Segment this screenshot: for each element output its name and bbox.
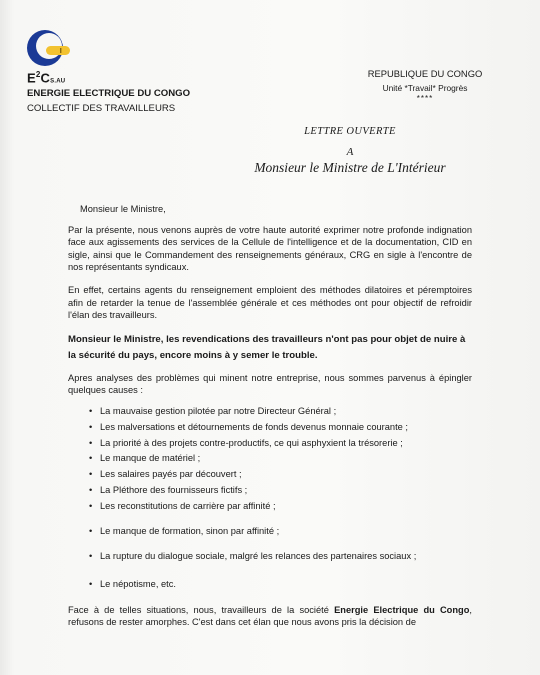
paragraph-4: Apres analyses des problèmes qui minent notre entreprise, nous sommes parvenus à épingler quelques causes : xyxy=(68,372,472,396)
letter-body xyxy=(68,203,472,629)
list-item: • Les salaires payés par découvert ; xyxy=(68,468,472,484)
paragraph-1: Par la présente, nous venons auprès de votre haute autorité exprimer notre profonde indignation face aux agissements des services de la Cellule de l'intelligence et de la documentation, CID en sigle, ainsi que le Commandement des renseignements généraux, CRG en sigle à l'encontre de nos représentants syndicaux. xyxy=(68,224,472,273)
list-item: • Les malversations et détournements de fonds devenus monnaie courante ; xyxy=(68,421,472,437)
salutation: Monsieur le Ministre, xyxy=(80,204,166,214)
paragraph-3: Monsieur le Ministre, les revendications des travailleurs n'ont pas pour objet de nuire à la sécurité du pays, encore moins à y semer le trouble. xyxy=(68,333,466,361)
list-item: • Le népotisme, etc. xyxy=(68,578,472,594)
paragraph-5-end: , refusons de rester amorphes. C'est dans cet élan que nous avons pris la décision de xyxy=(68,604,472,628)
list-item: • La mauvaise gestion pilotée par notre Directeur Général ; xyxy=(68,405,472,421)
collective-name: COLLECTIF DES TRAVAILLEURS xyxy=(27,103,176,114)
causes-list xyxy=(68,405,472,594)
republic-motto: Unité *Travail* Progrès xyxy=(382,83,468,93)
list-item: • La Pléthore des fournisseurs fictifs ; xyxy=(68,484,472,500)
e2c-logo-icon xyxy=(26,28,72,68)
paragraph-2: En effet, certains agents du renseignement emploient des méthodes dilatoires et péremptoires afin de retarder la tenue de l'assemblée générale et ces méthodes ont pour objectif de refroidir l'élan des travailleurs. xyxy=(68,284,472,321)
letter-type: LETTRE OUVERTE xyxy=(304,126,396,137)
paragraph-5-start: Face à de telles situations, nous, travailleurs de la société xyxy=(68,604,335,615)
list-item: • La priorité à des projets contre-productifs, ce qui asphyxient la trésorerie ; xyxy=(68,437,472,453)
logo-wordmark: $E^2CS.AU$ xyxy=(27,70,66,86)
republic-block xyxy=(340,68,510,103)
list-item: • Les reconstitutions de carrière par affinité ; xyxy=(68,500,472,525)
paragraph-5 xyxy=(68,604,472,629)
list-item: • La rupture du dialogue sociale, malgré les relances des partenaires sociaux ; xyxy=(68,550,472,578)
paragraph-5-company: Energie Electrique du Congo xyxy=(334,604,470,615)
list-item: • Le manque de formation, sinon par affinité ; xyxy=(68,525,472,550)
letter-recipient: Monsieur le Ministre de L'Intérieur xyxy=(254,160,446,175)
list-item: • Le manque de matériel ; xyxy=(68,452,472,468)
republic-name: REPUBLIQUE DU CONGO xyxy=(367,68,483,79)
company-name: ENERGIE ELECTRIQUE DU CONGO xyxy=(27,88,191,99)
republic-stars: **** xyxy=(416,94,434,103)
letter-to: A xyxy=(346,146,354,158)
